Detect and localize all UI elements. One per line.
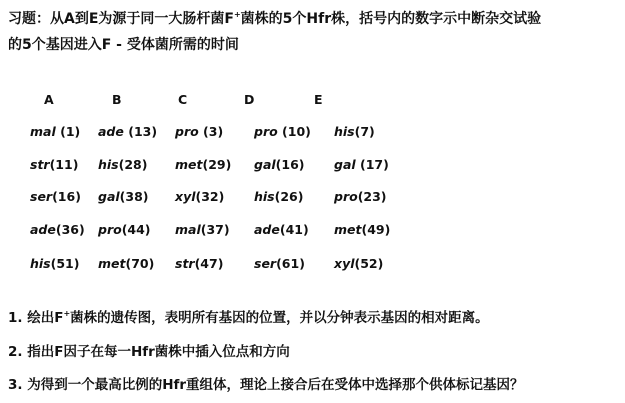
gene-name: his [98,157,119,172]
gene-entry [98,124,157,139]
gene-name: gal [254,157,276,172]
entry-time: (61) [276,256,305,271]
gene-entry [175,222,230,237]
column-header-c: C [178,92,188,107]
gene-name: str [175,256,195,271]
gene-name: pro [334,189,358,204]
entry-time: (11) [49,157,79,172]
entry-time: (70) [125,256,155,271]
entry-time: (16) [52,189,81,204]
entry-time: (10) [277,124,311,139]
gene-entry [334,157,389,172]
gene-entry [98,157,147,172]
gene-entry [254,189,303,204]
gene-entry [175,157,231,172]
gene-entry [334,124,375,139]
column-header-b: B [112,92,122,107]
gene-entry [254,157,305,172]
gene-name: ade [254,222,280,237]
gene-name: met [175,157,203,172]
gene-entry [334,222,390,237]
gene-name: xyl [175,189,196,204]
entry-time: (26) [274,189,304,204]
question-1-end: 菌株的遗传图，表明所有基因的位置，并以分钟表示基因的相对距离。 [70,310,489,326]
entry-time: (32) [195,189,225,204]
intro-line-1-start: 习题：从A到E为源于同一大肠杆菌F [8,11,234,27]
column-header-a: A [44,92,54,107]
gene-entry [98,189,149,204]
gene-entry [334,189,387,204]
intro-line-1-end: 菌株的5个Hfr株，括号内的数字示中断杂交试验 [240,11,542,27]
entry-time: (1) [55,124,81,139]
entry-time: (29) [202,157,232,172]
entry-time: (51) [50,256,80,271]
entry-time: (47) [194,256,224,271]
question-2: 2. 指出F因子在每一Hfr菌株中插入位点和方向 [8,344,290,360]
entry-time: (17) [355,157,389,172]
gene-entry [98,256,154,271]
gene-name: gal [334,157,356,172]
gene-name: mal [175,222,201,237]
entry-time: (16) [275,157,305,172]
gene-name: ser [254,256,277,271]
gene-name: his [254,189,275,204]
gene-entry [30,222,85,237]
column-header-e: E [314,92,323,107]
gene-name: met [334,222,362,237]
question-1-start: 1. 绘出F [8,310,64,326]
gene-name: str [30,157,50,172]
gene-name: his [30,256,51,271]
question-1-superscript: + [63,309,71,318]
entry-time: (36) [55,222,85,237]
gene-entry [254,222,309,237]
gene-name: ade [98,124,124,139]
entry-time: (52) [354,256,384,271]
gene-entry [30,256,79,271]
entry-time: (49) [361,222,391,237]
question-1 [8,306,489,326]
entry-time: (41) [279,222,309,237]
entry-time: (37) [200,222,230,237]
gene-entry [175,124,223,139]
gene-entry [175,256,223,271]
gene-name: pro [98,222,122,237]
entry-time: (38) [119,189,149,204]
gene-name: xyl [334,256,355,271]
gene-name: his [334,124,355,139]
intro-superscript: + [233,10,241,19]
gene-entry [254,124,311,139]
gene-entry [30,124,80,139]
gene-name: ade [30,222,56,237]
intro-line-2: 的5个基因进入F - 受体菌所需的时间 [8,37,239,53]
gene-name: ser [30,189,53,204]
column-header-d: D [244,92,255,107]
entry-time: (3) [198,124,224,139]
entry-time: (28) [118,157,148,172]
gene-entry [30,189,81,204]
intro-line-1 [8,6,620,32]
entry-time: (23) [357,189,387,204]
intro-paragraph [8,6,620,58]
gene-entry [98,222,151,237]
gene-name: mal [30,124,56,139]
gene-entry [254,256,305,271]
gene-entry [334,256,383,271]
question-3: 3. 为得到一个最高比例的Hfr重组体，理论上接合后在受体中选择那个供体标记基因？ [8,377,524,393]
gene-entry [30,157,78,172]
entry-time: (44) [121,222,151,237]
entry-time: (7) [354,124,375,139]
gene-name: pro [254,124,278,139]
gene-name: gal [98,189,120,204]
gene-name: met [98,256,126,271]
gene-name: pro [175,124,199,139]
entry-time: (13) [123,124,158,139]
gene-entry [175,189,224,204]
